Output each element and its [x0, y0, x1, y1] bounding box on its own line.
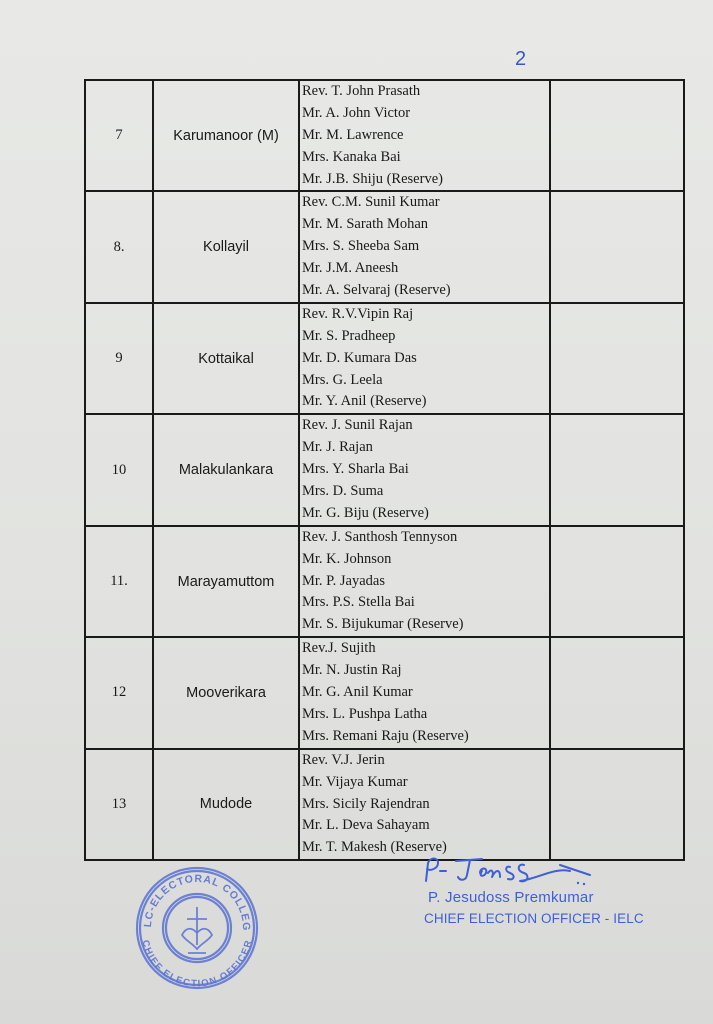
member-name: Mr. J.M. Aneesh — [302, 260, 399, 277]
roster-row — [85, 637, 684, 748]
member-name: Rev. T. John Prasath — [302, 83, 421, 99]
officer-title: CHIEF ELECTION OFFICER - IELC — [424, 911, 644, 926]
member-name: Mr. Vijaya Kumar — [302, 773, 408, 790]
member-name: Mr. J.B. Shiju (Reserve) — [302, 170, 443, 187]
member-name: Mrs. G. Leela — [302, 371, 383, 388]
members-cell — [299, 303, 550, 414]
church-name-cell: Malakulankara — [153, 414, 299, 525]
church-name-cell: Mooverikara — [153, 637, 299, 748]
empty-cell — [550, 80, 684, 191]
page-number: 2 — [515, 48, 527, 70]
member-name: Mr. S. Pradheep — [302, 327, 396, 344]
member-name: Mrs. P.S. Stella Bai — [302, 594, 415, 611]
seal-emblem-icon — [182, 907, 212, 953]
church-name-cell: Kollayil — [153, 191, 299, 302]
member-name: Mr. A. Selvaraj (Reserve) — [302, 282, 451, 299]
member-name: Mrs. Remani Raju (Reserve) — [302, 727, 469, 744]
roster-row — [85, 80, 684, 191]
roster-row — [85, 303, 684, 414]
roster-row — [85, 749, 684, 860]
officer-name: P. Jesudoss Premkumar — [428, 889, 594, 906]
member-name: Mr. M. Sarath Mohan — [302, 216, 429, 233]
empty-cell — [550, 526, 684, 637]
member-name: Mrs. Sicily Rajendran — [302, 795, 430, 812]
member-name: Mr. A. John Victor — [302, 104, 411, 121]
empty-cell — [550, 191, 684, 302]
signature-image — [420, 851, 600, 891]
serial-number-cell: 12 — [85, 637, 153, 748]
church-name-cell: Mudode — [153, 749, 299, 860]
members-cell — [299, 637, 550, 748]
church-name-cell: Marayamuttom — [153, 526, 299, 637]
serial-number-cell: 10 — [85, 414, 153, 525]
member-name: Mr. G. Anil Kumar — [302, 684, 413, 701]
member-name: Mrs. S. Sheeba Sam — [302, 238, 420, 255]
roster-row — [85, 191, 684, 302]
member-name: Mr. T. Makesh (Reserve) — [302, 839, 447, 856]
serial-number-cell: 13 — [85, 749, 153, 860]
member-name: Rev.J. Sujith — [302, 640, 376, 657]
member-name: Mr. S. Bijukumar (Reserve) — [302, 616, 464, 633]
member-name: Mr. L. Deva Sahayam — [302, 817, 430, 834]
serial-number-cell: 7 — [85, 80, 153, 191]
member-name: Mrs. Y. Sharla Bai — [302, 461, 409, 478]
serial-number-cell: 8. — [85, 191, 153, 302]
electoral-roster-table — [84, 79, 685, 861]
members-cell — [299, 191, 550, 302]
official-seal — [134, 865, 260, 991]
empty-cell — [550, 303, 684, 414]
member-name: Mr. M. Lawrence — [302, 126, 404, 143]
seal-top-text: LC-ELECTORAL COLLEG — [141, 872, 253, 932]
member-name: Mr. P. Jayadas — [302, 572, 385, 589]
members-cell — [299, 80, 550, 191]
member-name: Mr. J. Rajan — [302, 439, 373, 456]
empty-cell — [550, 637, 684, 748]
members-cell — [299, 414, 550, 525]
member-name: Mr. N. Justin Raj — [302, 662, 402, 679]
church-name-cell: Kottaikal — [153, 303, 299, 414]
members-cell — [299, 749, 550, 860]
member-name: Mrs. L. Pushpa Latha — [302, 705, 428, 722]
members-cell — [299, 526, 550, 637]
roster-row — [85, 526, 684, 637]
member-name: Mr. Y. Anil (Reserve) — [302, 393, 427, 410]
member-name: Rev. J. Santhosh Tennyson — [302, 528, 458, 545]
church-name-cell: Karumanoor (M) — [153, 80, 299, 191]
member-name: Mrs. Kanaka Bai — [302, 148, 401, 165]
empty-cell — [550, 749, 684, 860]
serial-number-cell: 9 — [85, 303, 153, 414]
member-name: Rev. C.M. Sunil Kumar — [302, 194, 440, 211]
member-name: Rev. J. Sunil Rajan — [302, 417, 413, 434]
member-name: Mrs. D. Suma — [302, 483, 384, 500]
member-name: Rev. V.J. Jerin — [302, 751, 385, 768]
member-name: Rev. R.V.Vipin Raj — [302, 305, 414, 322]
member-name: Mr. K. Johnson — [302, 550, 392, 567]
roster-row — [85, 414, 684, 525]
svg-text:CHIEF ELECTION OFFICER — [139, 939, 254, 990]
member-name: Mr. D. Kumara Das — [302, 349, 417, 366]
empty-cell — [550, 414, 684, 525]
member-name: Mr. G. Biju (Reserve) — [302, 504, 429, 521]
seal-bottom-text: CHIEF ELECTION OFFICER — [139, 938, 255, 990]
serial-number-cell: 11. — [85, 526, 153, 637]
